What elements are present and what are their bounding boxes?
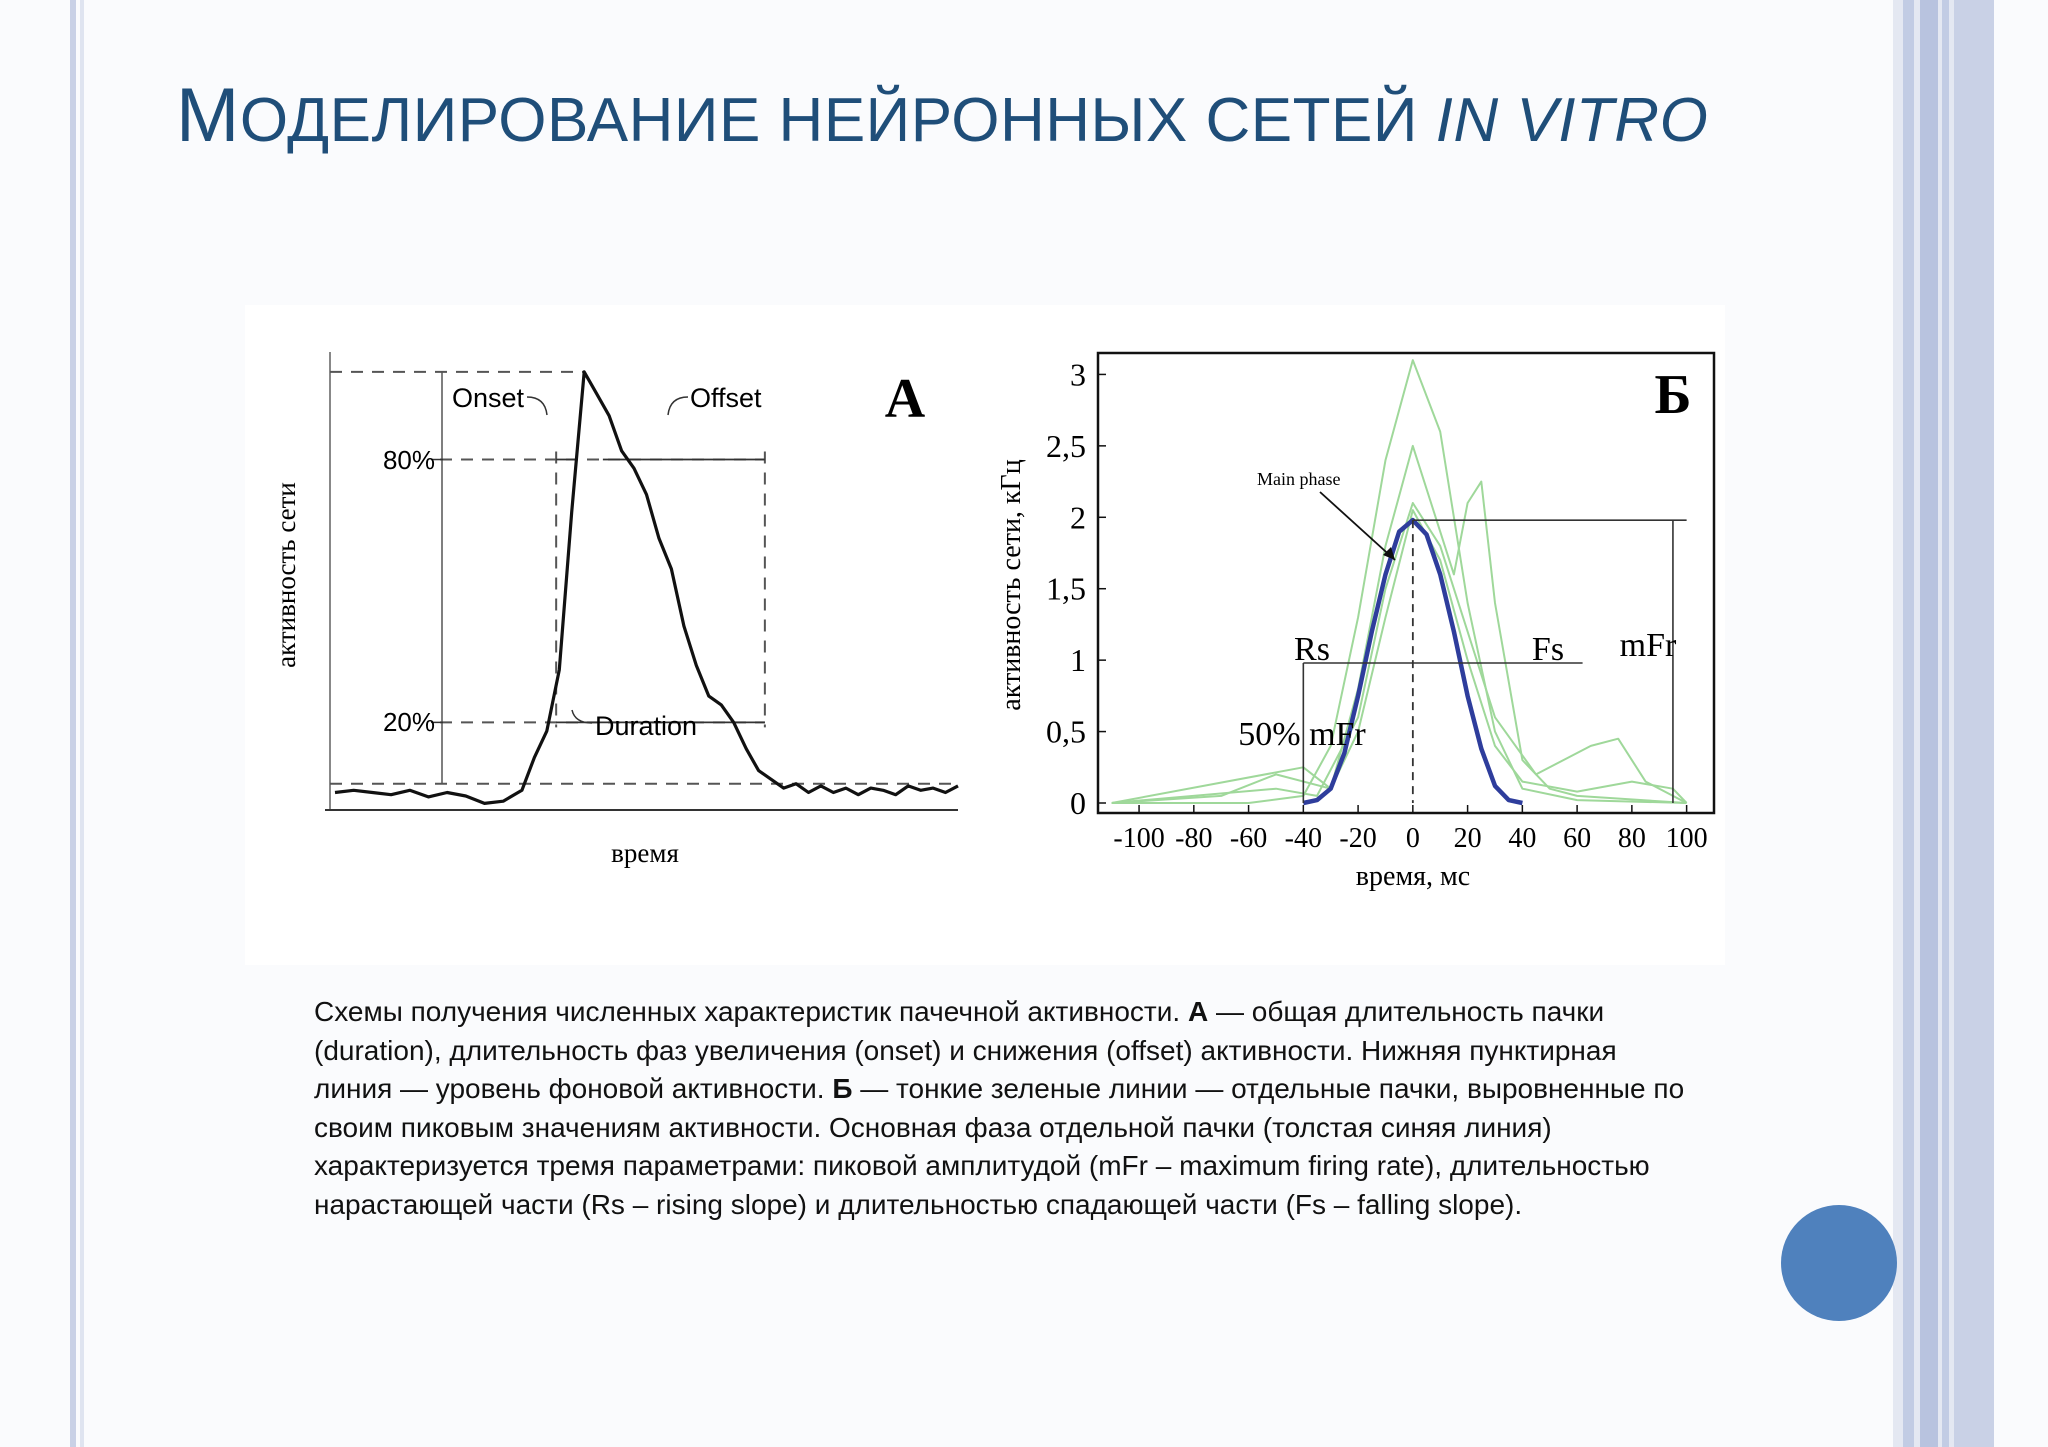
panel-b-y-tick-label: 1,5 xyxy=(1046,570,1086,607)
panel-b-y-tick-label: 2 xyxy=(1070,499,1086,536)
panel-b-label: Б xyxy=(1654,364,1692,426)
right-border-stripe xyxy=(1903,0,1914,1447)
right-border-stripe xyxy=(1920,0,1938,1447)
panel-a-tick-80: 80% xyxy=(382,445,435,475)
panel-b-x-tick-label: 60 xyxy=(1563,823,1592,854)
panel-a-y-label: активность сети xyxy=(271,482,301,668)
panel-b-main-phase-label: Main phase xyxy=(1257,469,1341,489)
title-text: ОДЕЛИРОВАНИЕ НЕЙРОННЫХ СЕТЕЙ xyxy=(239,86,1436,155)
figure xyxy=(245,305,1725,965)
panel-b-x-tick-label: 80 xyxy=(1617,823,1646,854)
panel-b-x-tick-label: 0 xyxy=(1405,823,1420,854)
panel-a-x-label: время xyxy=(611,838,679,868)
panel-b-half-mfr-label: 50% mFr xyxy=(1238,716,1366,753)
title-italic: IN VITRO xyxy=(1435,86,1709,155)
panel-b-y-tick-label: 0 xyxy=(1070,785,1086,821)
panel-a-onset-leader xyxy=(527,397,547,415)
panel-b-fs-label: Fs xyxy=(1531,631,1565,668)
panel-b-x-tick-label: 40 xyxy=(1508,823,1537,854)
panel-b-x-tick-label: 100 xyxy=(1665,823,1708,854)
panel-a-offset-label: Offset xyxy=(690,383,762,413)
panel-b-y-tick-label: 0,5 xyxy=(1046,713,1086,750)
caption-part-2: — общая длительность пачки (duration), длительность фаз увеличения (onset) и снижения (offset) активности. Нижняя пунктирная линия — уровень фоновой активности. xyxy=(314,996,1617,1105)
panel-b-y-label: активность сети, кГц xyxy=(996,459,1027,711)
panel-b-rs-label: Rs xyxy=(1294,631,1330,668)
right-border-stripe xyxy=(1942,0,1949,1447)
panel-b xyxy=(996,353,1714,892)
panel-b-y-tick-label: 2,5 xyxy=(1046,427,1086,464)
left-border-inner xyxy=(80,0,84,1447)
panel-b-x-label: время, мс xyxy=(1355,861,1471,892)
caption-label-a: А xyxy=(1187,996,1209,1027)
panel-a-offset-leader xyxy=(668,397,688,415)
right-border-stripe xyxy=(1893,0,1903,1447)
panel-b-x-tick-label: -80 xyxy=(1175,823,1213,854)
right-border-stripe xyxy=(1954,0,1994,1447)
panel-b-x-tick-label: -40 xyxy=(1284,823,1322,854)
caption-part-3: — тонкие зеленые линии — отдельные пачки, выровненные по своим пиковым значениям активности. Основная фаза отдельной пачки (толстая синяя линия) характеризуется тремя параметрами: пиковой амплитудой (mFr – maximum firing rate), длительностью нарастающей части (Rs – rising slope) и длительностью спадающей части (Fs – falling slope). xyxy=(314,1073,1685,1220)
figure-svg xyxy=(245,305,1725,965)
panel-b-y-tick-label: 3 xyxy=(1070,356,1086,393)
caption-part-1: Схемы получения численных характеристик пачечной активности. xyxy=(314,996,1188,1027)
panel-a xyxy=(271,352,958,868)
panel-b-x-tick-label: 20 xyxy=(1453,823,1482,854)
panel-a-tick-20: 20% xyxy=(382,707,435,737)
panel-a-duration-leader xyxy=(572,710,592,723)
panel-b-main-phase-arrow xyxy=(1320,492,1395,560)
panel-b-x-tick-label: -20 xyxy=(1339,823,1377,854)
panel-b-mfr-label: mFr xyxy=(1619,627,1677,664)
panel-b-x-tick-label: -60 xyxy=(1229,823,1268,854)
caption-label-b: Б xyxy=(832,1073,853,1105)
panel-b-burst-line-1 xyxy=(1112,360,1687,803)
panel-b-x-tick-label: -100 xyxy=(1113,823,1165,854)
title-initial: М xyxy=(176,73,240,158)
panel-a-onset-label: Onset xyxy=(452,383,525,413)
panel-a-label: А xyxy=(884,368,926,430)
panel-a-duration-label: Duration xyxy=(595,711,698,741)
slide-title xyxy=(176,72,1708,159)
decorative-circle xyxy=(1781,1205,1897,1321)
panel-b-y-tick-label: 1 xyxy=(1070,642,1086,679)
figure-caption xyxy=(314,993,1694,1225)
panel-b-burst-line-2 xyxy=(1112,446,1687,803)
panel-b-burst-line-3 xyxy=(1112,503,1687,803)
panel-b-burst-line-4 xyxy=(1112,510,1687,803)
panel-b-burst-lines xyxy=(1112,360,1687,803)
left-border xyxy=(70,0,76,1447)
